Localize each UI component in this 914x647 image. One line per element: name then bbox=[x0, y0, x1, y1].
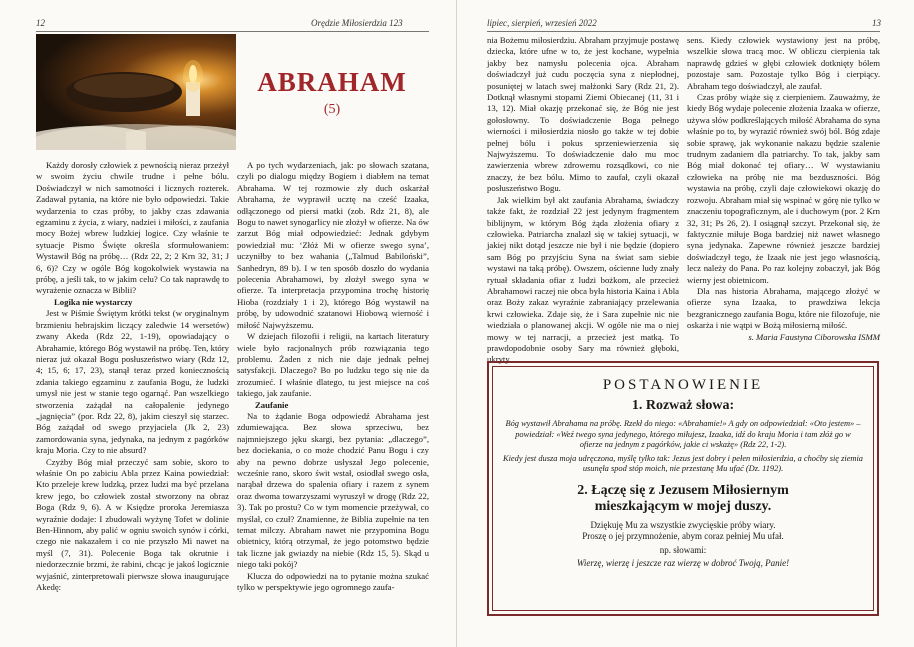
left-header-rule bbox=[36, 31, 429, 32]
paragraph: Każdy dorosły człowiek z pewnością nieraz przeżył w swoim życiu chwile trudne i pełne bólu. Doświadczył w nich samotności i licznych rozterek. Zadawał pytania, na które nie było odpowiedzi. Takie wydarzenia to czas próby, to jakby czas zdawania egzaminu z życia, z wiary, nadziei i miłości, z zaufania mocy Bożej wbrew ludzkiej logice. Czy właśnie te sytuacje Pismo Święte określa sformułowaniem: Wystawił Bóg na próbę… (Rdz 22, 2; 2 Krn 32, 31; J 6, 6)? Czy w ogóle Bóg kogokolwiek wystawia na próbę, a jeśli tak, to w jakim celu? Co tak naprawdę to wyrażenie oznacza w Biblii? bbox=[36, 160, 229, 296]
candle-bible-image bbox=[36, 34, 236, 150]
right-page-number: 13 bbox=[872, 18, 881, 28]
paragraph: Klucza do odpowiedzi na to pytanie można szukać tylko w perspektywie jego ogromnego zaufa- bbox=[237, 570, 429, 593]
resolution-point-1: 1. Rozważ słowa: bbox=[631, 398, 735, 413]
oil-lamp-illustration bbox=[36, 34, 236, 150]
thanks-line: Dziękuję Mu za wszystkie zwycięskie próby wiary. bbox=[590, 519, 776, 530]
column-2 bbox=[237, 160, 429, 593]
author-signature: s. Maria Faustyna Ciborowska ISMM bbox=[748, 331, 880, 342]
paragraph: Jak wielkim był akt zaufania Abrahama, świadczy także fakt, że rozdział 22 jest jedynym fragmentem biblijnym, w którym Bóg żąda złożenia ofiary z człowieka. Patriarcha znalazł się w takiej sytuacji, w jakiej nikt dotąd jeszcze nie był i nie będzie (dopiero sam Bóg po przyjściu Syna na świat sam siebie wystawi na taką próbę). Owszem, ościenne ludy znały rytuał składania ofiar z ludzi bożkom, ale przecież Abrahamowi raczej nie obca była historia Kaina i Abla oraz Boży zakaz wyraźnie zabraniający przelewania krwi człowieka. Zdaje się, że i Sara zupełnie nic nie wiedziała o planowanej akcji. W ogóle nie ma o niej mowy w tej narracji, a przecież jest matką. To prawdopodobnie osoby Sary ma również głęboki, ukryty bbox=[487, 194, 679, 365]
section-subheading: Zaufanie bbox=[255, 399, 289, 410]
paragraph: Na to żądanie Boga odpowiedź Abrahama jest zdumiewająca. Bez słowa sprzeciwu, bez najmniejszego jęku skargi, bez pytania: „dlaczego”, bez dociekania, o co może chodzić Panu Bogu i czy aby na pewno dobrze usłyszał Jego polecenie, wcześnie rano, skoro świt wstał, osiodłał swego osła, narąbał drzewa do spalenia ofiary i razem z synem oraz dwoma towarzyszami wyruszył w drogę (Rdz 22, 3). Tak po prostu? Co w tym momencie przeżywał, co myślał, co czuł? Znamienne, że Biblia zupełnie na ten temat milczy. Abraham nawet nie przypomina Bogu obietnicy, którą otrzymał, że jego potomstwo będzie tak liczne jak gwiazdy na niebie (Rdz 15, 5). Skąd u niego taki pokój? bbox=[237, 410, 429, 570]
prayer-line: Wierzę, wierzę i jeszcze raz wierzę w dobroć Twoją, Panie! bbox=[576, 558, 790, 569]
petition-line: Proszę o jej przymnożenie, abym coraz pełniej Mu ufał. bbox=[582, 531, 784, 542]
magazine-title: Orędzie Miłosierdzia 123 bbox=[311, 18, 403, 28]
paragraph: Czyżby Bóg miał przeczyć sam sobie, skoro to właśnie On po zabiciu Abla przez Kaina powiedział: Kto przeleje krew ludzką, przez ludzi ma być przelana krew jego, bo człowiek został stworzony na obraz Boga (Rdz 9, 6). A w Księdze proroka Jeremiasza wyraźnie dodaje: I zbudowali wyżynę Tofet w dolinie Ben-Hinnom, aby palić w ogniu swoich synów i córki, czego nie nakazałem i co nie przyszło Mi nawet na myśl (7, 31). Polecenie Boga tak okrutnie i niedorzecznie brzmi, że rabini, chcąc je jakoś logicznie wyjaśnić, zinterpretowali pierwsze słowa inaugurujące Akedę: bbox=[36, 456, 229, 593]
left-page-number: 12 bbox=[36, 18, 45, 28]
paragraph: A po tych wydarzeniach, jak: po słowach szatana, czyli po dialogu między Bogiem i diabłem na temat Abrahama. W tej rozmowie zły duch oskarżał Abrahama, że wyprawił ucztę na cześć Izaaka, odłączonego od piersi matki (zob. Rdz 21, 8), ale Bogu to nawet synogarlicy nie złożył w ofierze. Na ów zarzut Bóg miał odpowiedzieć: Jednak gdybym powiedział mu: ‘Złóż Mi w ofierze swego syna’, uczyniłby to bez wahania („Talmud Babiloński”, Sanhedryn, 89 b). I w ten sposób doszło do wydania polecenia Abrahamowi, by złożył swego syna w ofierze. Ta interpretacja przypomina trochę historię Hioba (rozdziały 1 i 2), którego Bóg wystawił na próbę, by udowodnić szatanowi Hiobową wierność i miłość Najwyższemu. bbox=[237, 160, 429, 330]
resolution-heading: POSTANOWIENIE bbox=[602, 377, 764, 393]
scripture-quote: Bóg wystawił Abrahama na próbę. Rzekł do niego: «Abrahamie!» A gdy on odpowiedział: «Oto jestem» – powiedział: «Weź twego syna jedynego, którego miłujesz, Izaaka, idź do kraju Moria i tam złóż go w ofierze na jednym z pagórków, jakie ci wskażę» (Rdz 22, 1-2). bbox=[505, 419, 861, 450]
example-label: np. słowami: bbox=[659, 544, 707, 555]
issue-date: lipiec, sierpień, wrzesień 2022 bbox=[487, 18, 597, 28]
diary-quote: Kiedy jest dusza moja udręczona, myślę tylko tak: Jezus jest dobry i pełen miłosierdzia, a choćby się ziemia usunęła spod stóp moich, nie przestanę Mu ufać (Dz. 1192). bbox=[503, 453, 863, 474]
resolution-point-2-cont: mieszkającym w mojej duszy. bbox=[594, 498, 772, 514]
article-part: (5) bbox=[323, 102, 341, 117]
paragraph: nia Bożemu miłosierdziu. Abraham przyjmuje postawę dziecka, które ufne w to, że jest kochane, wypełnia jakby bez namysłu polecenia ojca. Abraham doświadczył już cudu poczęcia syna z niepłodnej, posuniętej w latach swej małżonki Sary (Rdz 21, 2). Dotknął własnymi stopami Ziemi Obiecanej (11, 31 i 13, 12). Miał okazję przekonać się, że Bóg nie jest gołosłowny. To doświadczenie Boga pełnego wierności i miłosierdzia niosło go także w tej dobie pełnej bólu i pokus sprzeniewierzenia się Najwyższemu. To doświadczenie dało mu moc zawierzenia wbrew zdrowemu rozsądkowi, co nie znaczy, że bez bólu. Mimo to zaufał, czyli okazał posłuszeństwo Bogu. bbox=[487, 35, 679, 194]
paragraph: W dziejach filozofii i religii, na kartach literatury wiele było racjonalnych prób rozwiązania tego problemu. Żaden z nich nie daje jednak pełnej satysfakcji. Dlaczego? Bo po ludzku tego się nie da zrozumieć. I właśnie dlatego, tu jest miejsce na coś takiego, jak zaufanie. bbox=[237, 331, 429, 399]
paragraph: sens. Kiedy człowiek wystawiony jest na próbę, wszelkie słowa tracą moc. W obliczu cierpienia tak naprawdę gdzieś w głębi człowiek dotknięty bólem pozostaje sam. Pozostaje tylko Bóg i cierpiący. Abraham tego doświadczył, ale zaufał. bbox=[687, 35, 880, 91]
paragraph: Czas próby wiąże się z cierpieniem. Zauważmy, że kiedy Bóg wydaje polecenie złożenia Izaaka w ofierze, używa słów podkreślających miłość Abrahama do syna właśnie po to, by wyrazić również swój ból. Bóg zdaje sobie sprawę, jak wykonanie nakazu będzie szalenie trudnym zadaniem dla patriarchy. To tak, jakby sam Bóg miał dokonać tej ofiary… W wystawianiu człowieka na próbę nie ma bezduszności. Bóg wystawia na próbę, czyli daje człowiekowi okazję do rozwoju. Abraham miał się wspinać w górę nie tylko w znaczeniu topograficznym, ale i duchowym (por. 2 Krn 32, 31; Ps 26, 2). I osiągnął szczyt. Przekonał się, że faktycznie miłuje Boga bardziej niż nawet własnego syna jedynaka. Zapewne również jeszcze bardziej doświadczył tego, że Izaak nie jest jego własnością, lecz należy do Pana. Po raz kolejny zobaczył, jak Bóg wierny jest obietnicom. bbox=[687, 92, 880, 285]
article-title: ABRAHAM bbox=[257, 67, 407, 97]
paragraph: Jest w Piśmie Świętym krótki tekst (w oryginalnym brzmieniu hebrajskim liczący zaledwie 14 wersetów) zwany Akeda (Rdz 22, 1-19), opowiadający o Abrahamie, którego Bóg wystawił na próbę. Ten, który nieraz już okazał Bogu posłuszeństwo wiary (Rdz 12, 4; 15, 6; 17, 23), stanął teraz przed koniecznością zdania takiego egzaminu z zaufania Bogu, że ludzki umysł nie jest w stanie tego ogarnąć. Pan wszelkiego stworzenia zażądał na całopalenie jedynego „jagnięcia” (por. Rdz 22, 8), jakim cieszył się starzec. Bóg zażądał od swego przyjaciela (Jk 2, 23) zamordowania syna, jedynaka, na jednym z pagórków kraju Moria. Czy to nie absurd? bbox=[36, 308, 229, 456]
section-subheading: Logika nie wystarczy bbox=[54, 296, 133, 307]
column-4 bbox=[687, 35, 880, 343]
resolution-point-2: 2. Łączę się z Jezusem Miłosiernym bbox=[577, 482, 789, 498]
resolution-inner bbox=[492, 366, 874, 611]
column-3 bbox=[487, 35, 679, 366]
paragraph: Dla nas historia Abrahama, mającego złożyć w ofierze syna Izaaka, to prawdziwa lekcja bezgranicznego zaufania Bogu, które nie filozofuje, nie oskarża i nie wątpi w Bożą miłosierną miłość. bbox=[687, 285, 880, 331]
column-1 bbox=[36, 160, 229, 593]
resolution-box bbox=[487, 361, 879, 616]
article-heading bbox=[236, 34, 428, 150]
right-header-rule bbox=[487, 31, 880, 32]
